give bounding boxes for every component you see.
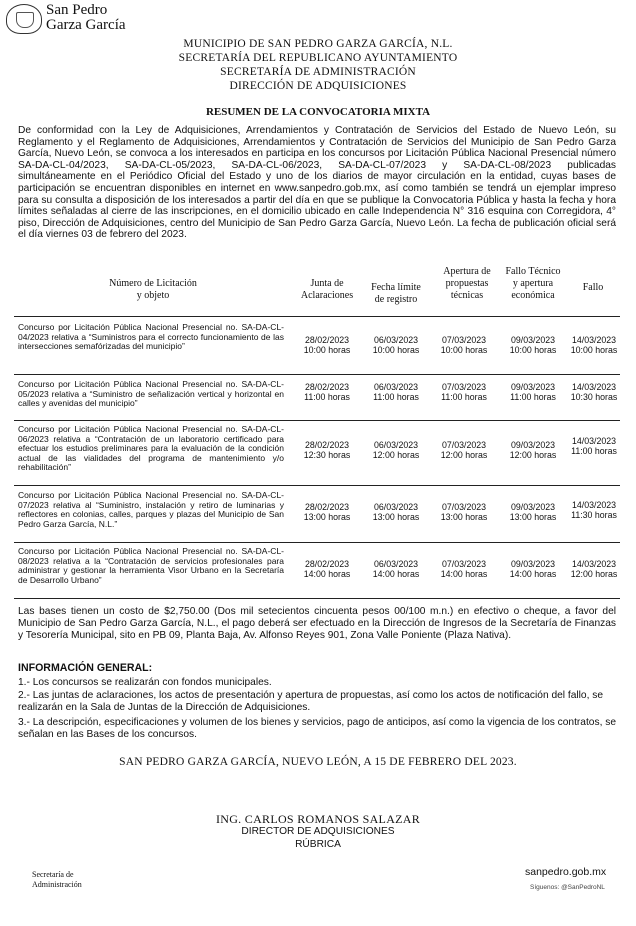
document-title: RESUMEN DE LA CONVOCATORIA MIXTA: [205, 106, 431, 118]
row-4-fallo: 14/03/2023 11:30 horas: [571, 500, 617, 520]
header-line-1: MUNICIPIO DE SAN PEDRO GARZA GARCÍA, N.L.: [183, 38, 453, 50]
logo-text: [46, 3, 126, 33]
row-3-objeto: Concurso por Licitación Pública Nacional Presencial no. SA-DA-CL-06/2023 relativa a “Contratación de un laboratorio certificado para efectuar los estudios preliminares para la evaluación de la condición actual de las vialidades del programa de mantenimiento y/o rehabilitación”: [18, 424, 284, 473]
signatory-rubrica: RÚBRICA: [295, 839, 341, 850]
th-limite: Fecha límite de registro: [371, 282, 421, 305]
dateline: SAN PEDRO GARZA GARCÍA, NUEVO LEÓN, A 15 DE FEBRERO DEL 2023.: [119, 756, 517, 768]
th-objeto: Número de Licitación y objeto: [109, 278, 197, 301]
logo-line-2: Garza García: [46, 17, 126, 33]
info-item-1: 1.- Los concursos se realizarán con fondos municipales.: [18, 677, 272, 688]
row-5-fallo-tecnico: 09/03/2023 14:00 horas: [509, 559, 557, 579]
row-2-fallo-tecnico: 09/03/2023 11:00 horas: [510, 382, 556, 402]
row-1-junta: 28/02/2023 10:00 horas: [303, 335, 351, 355]
row-5-limite: 06/03/2023 14:00 horas: [372, 559, 420, 579]
row-4-fallo-tecnico: 09/03/2023 13:00 horas: [509, 502, 557, 522]
signatory-role: DIRECTOR DE ADQUISICIONES: [241, 826, 395, 837]
footer-department: Secretaría de Administración: [32, 870, 82, 889]
header-line-4: DIRECCIÓN DE ADQUISICIONES: [229, 80, 407, 92]
info-item-3: 3.- La descripción, especificaciones y volumen de los bienes y servicios, pago de anticipos, así como la vigencia de los contratos, se señalan en las Bases de los concursos.: [18, 717, 616, 740]
row-4-objeto: Concurso por Licitación Pública Nacional Presencial no. SA-DA-CL-07/2023 relativa al “Suministro, instalación y retiro de luminarias y reflectores en colonias, calles, parques y plazas del Municipio de San Pedro Garza García, N.L.”: [18, 490, 284, 529]
row-5-junta: 28/02/2023 14:00 horas: [303, 559, 351, 579]
intro-paragraph: De conformidad con la Ley de Adquisiciones, Arrendamientos y Contratación de Servicios del Estado de Nuevo León, su Reglamento y el Reglamento de Adquisiciones, Arrendamientos y Contratación de Servicios del Municipio de San Pedro Garza García, Nuevo León, se convoca a los interesados en participa en los concursos por Licitación Pública Nacional Presencial número SA-DA-CL-04/2023, SA-DA-CL-05/2023, SA-DA-CL-06/2023, SA-DA-CL-07/2023 y SA-DA-CL-08/2023 publicadas simultáneamente en el Periódico Oficial del Estado y uno de los diarios de mayor circulación en la entidad, cuyas bases de participación se encuentran disponibles en internet en www.sanpedro.gob.mx, así como también se tendrá un ejemplar impreso para su consulta a disposición de los interesados a partir del día en que se publique la Convocatoria Pública y hasta la fecha y hora límites señaladas al cierre de las inscripciones, en el domicilio ubicado en calle Independencia N° 316 esquina con Corregidora, 4° piso, Dirección de Adquisiciones, centro del Municipio de San Pedro Garza García, Nuevo León. La fecha de publicación oficial será el día viernes 03 de febrero del 2023.: [18, 125, 616, 241]
row-3-limite: 06/03/2023 12:00 horas: [372, 440, 420, 460]
row-4-limite: 06/03/2023 13:00 horas: [372, 502, 420, 522]
footer-social: Síguenos: @SanPedroNL: [530, 884, 605, 891]
row-1-limite: 06/03/2023 10:00 horas: [372, 335, 420, 355]
row-1-objeto: Concurso por Licitación Pública Nacional Presencial no. SA-DA-CL-04/2023 relativa a “Suministros para el correcto funcionamiento de las intersecciones semafórizadas del municipio”: [18, 322, 284, 352]
table-rule: [14, 316, 620, 317]
info-heading: INFORMACIÓN GENERAL:: [18, 662, 153, 674]
table-rule: [14, 542, 620, 543]
row-5-fallo: 14/03/2023 12:00 horas: [570, 559, 618, 579]
table-rule: [14, 374, 620, 375]
costo-paragraph: Las bases tienen un costo de $2,750.00 (Dos mil setecientos cincuenta pesos 00/100 m.n.) en efectivo o cheque, a favor del Municipio de San Pedro Garza García, N.L., el pago deberá ser efectuado en la Dirección de Ingresos de la Secretaría de Finanzas y Tesorería Municipal, sito en PB 09, Planta Baja, Av. Alfonso Reyes 901, Zona Valle Poniente (Plaza Nativa).: [18, 606, 616, 641]
row-2-limite: 06/03/2023 11:00 horas: [373, 382, 419, 402]
row-3-fallo-tecnico: 09/03/2023 12:00 horas: [509, 440, 557, 460]
row-5-objeto: Concurso por Licitación Pública Nacional Presencial no. SA-DA-CL-08/2023 relativa a la “Contratación de servicios profesionales para administrar y gestionar la herramienta Visor Urbano en la Secretaría de Desarrollo Urbano”: [18, 546, 284, 585]
th-junta: Junta de Aclaraciones: [300, 278, 354, 301]
row-3-fallo: 14/03/2023 11:00 horas: [571, 436, 617, 456]
row-5-apertura: 07/03/2023 14:00 horas: [440, 559, 488, 579]
row-2-objeto: Concurso por Licitación Pública Nacional Presencial no. SA-DA-CL-05/2023 relativa a “Suministro de señalización vertical y horizontal en calles y avenidas del municipio”: [18, 379, 284, 409]
municipal-seal-icon: [6, 4, 42, 34]
info-item-2: 2.- Las juntas de aclaraciones, los actos de presentación y apertura de propuestas, así como los actos de notificación del fallo, se realizarán en la Sala de Juntas de la Dirección de Adquisiciones.: [18, 690, 603, 713]
th-apertura: Apertura de propuestas técnicas: [443, 266, 491, 301]
signatory-name: ING. CARLOS ROMANOS SALAZAR: [215, 812, 421, 826]
th-fallo: Fallo: [582, 282, 604, 293]
table-rule: [14, 598, 620, 599]
footer-website-link[interactable]: sanpedro.gob.mx: [525, 866, 607, 878]
row-3-junta: 28/02/2023 12:30 horas: [303, 440, 351, 460]
row-4-junta: 28/02/2023 13:00 horas: [303, 502, 351, 522]
row-2-junta: 28/02/2023 11:00 horas: [304, 382, 350, 402]
row-2-apertura: 07/03/2023 11:00 horas: [441, 382, 487, 402]
table-rule: [14, 420, 620, 421]
header-line-2: SECRETARÍA DEL REPUBLICANO AYUNTAMIENTO: [178, 52, 458, 64]
row-2-fallo: 14/03/2023 10:30 horas: [570, 382, 618, 402]
table-rule: [14, 485, 620, 486]
row-3-apertura: 07/03/2023 12:00 horas: [440, 440, 488, 460]
row-1-fallo: 14/03/2023 10:00 horas: [570, 335, 618, 355]
th-fallo-tecnico: Fallo Técnico y apertura económica: [505, 266, 561, 301]
row-1-apertura: 07/03/2023 10:00 horas: [440, 335, 488, 355]
header-line-3: SECRETARÍA DE ADMINISTRACIÓN: [220, 66, 416, 78]
row-1-fallo-tecnico: 09/03/2023 10:00 horas: [509, 335, 557, 355]
logo-line-1: San Pedro: [46, 2, 108, 18]
row-4-apertura: 07/03/2023 13:00 horas: [440, 502, 488, 522]
